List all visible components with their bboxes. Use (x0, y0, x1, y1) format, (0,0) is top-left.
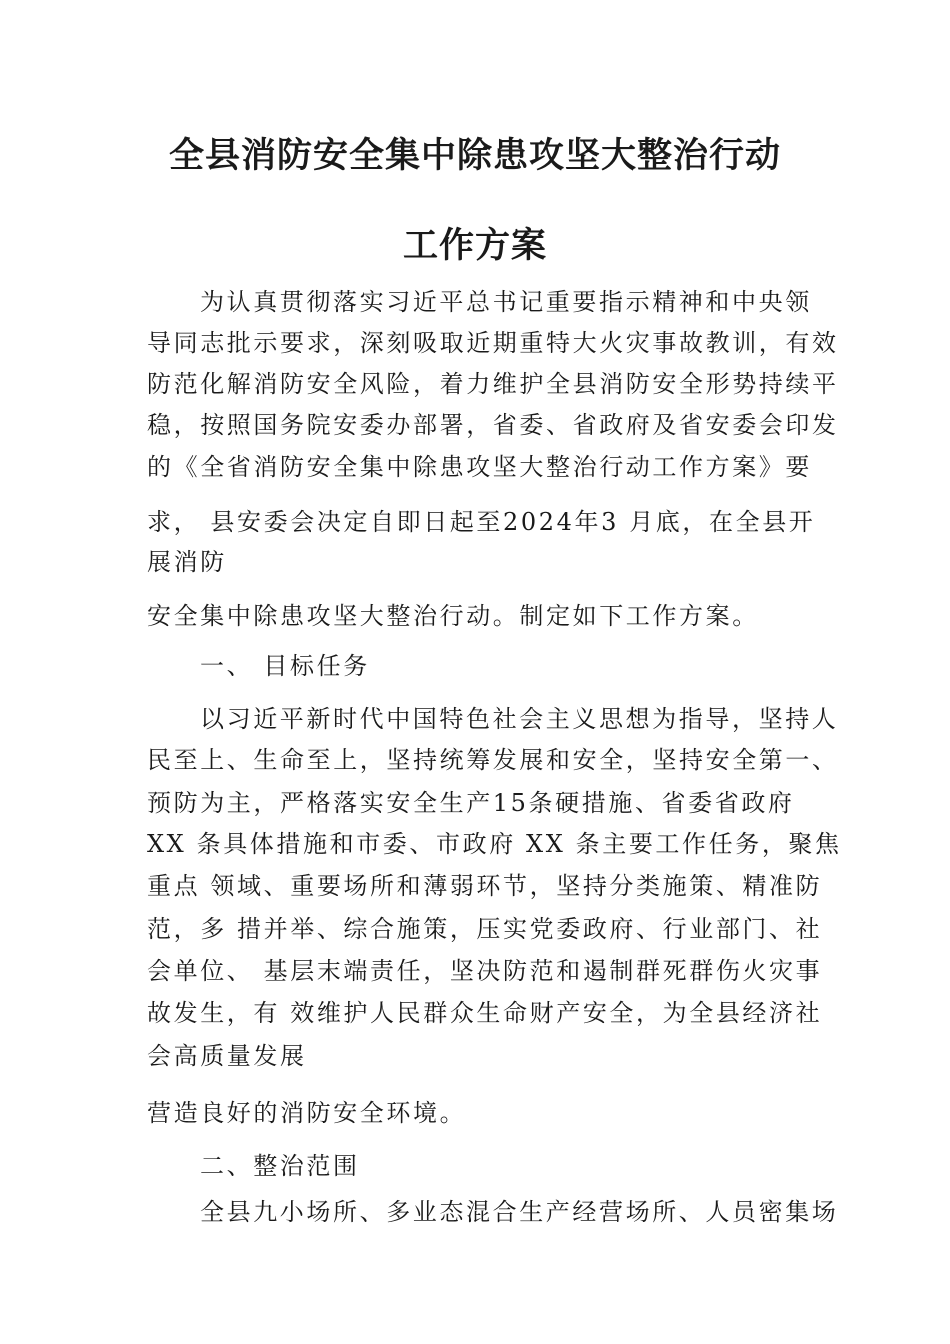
paragraph-1-line-8: 安全集中除患攻坚大整治行动。制定如下工作方案。 (147, 602, 759, 630)
paragraph-2-line-4: XX 条具体措施和市委、市政府 XX 条主要工作任务，聚焦 (147, 830, 842, 858)
paragraph-2-line-7: 会单位、 基层末端责任，坚决防范和遏制群死群伤火灾事 (147, 957, 823, 985)
paragraph-2-line-2: 民至上、生命至上，坚持统筹发展和安全，坚持安全第一、 (147, 746, 839, 774)
section-1-heading: 一、 目标任务 (200, 652, 370, 680)
document-title-line-1: 全县消防安全集中除患攻坚大整治行动 (168, 136, 781, 176)
document-title-line-2: 工作方案 (402, 226, 547, 266)
paragraph-1-line-5: 的《全省消防安全集中除患攻坚大整治行动工作方案》要 (147, 453, 812, 481)
paragraph-2-line-9: 会高质量发展 (147, 1042, 307, 1070)
paragraph-2-line-1: 以习近平新时代中国特色社会主义思想为指导，坚持人 (200, 705, 839, 733)
paragraph-1-line-4: 稳，按照国务院安委办部署，省委、省政府及省安委会印发 (147, 411, 839, 439)
paragraph-2-line-6: 范，多 措并举、综合施策，压实党委政府、行业部门、社 (147, 915, 823, 943)
paragraph-2-line-8: 故发生，有 效维护人民群众生命财产安全，为全县经济社 (147, 999, 823, 1027)
paragraph-1-line-6: 求， 县安委会决定自即日起至2024年3 月底，在全县开 (147, 508, 816, 536)
paragraph-1-line-1: 为认真贯彻落实习近平总书记重要指示精神和中央领 (200, 288, 812, 316)
paragraph-1-line-7: 展消防 (147, 548, 227, 576)
paragraph-2-line-3: 预防为主，严格落实安全生产15条硬措施、省委省政府 (147, 789, 795, 817)
paragraph-2-line-10: 营造良好的消防安全环境。 (147, 1099, 467, 1127)
paragraph-1-line-3: 防范化解消防安全风险，着力维护全县消防安全形势持续平 (147, 370, 839, 398)
paragraph-2-line-5: 重点 领域、重要场所和薄弱环节，坚持分类施策、精准防 (147, 872, 823, 900)
paragraph-3-line-1: 全县九小场所、多业态混合生产经营场所、人员密集场 (200, 1198, 839, 1226)
section-2-heading: 二、整治范围 (200, 1152, 360, 1180)
paragraph-1-line-2: 导同志批示要求，深刻吸取近期重特大火灾事故教训，有效 (147, 329, 839, 357)
